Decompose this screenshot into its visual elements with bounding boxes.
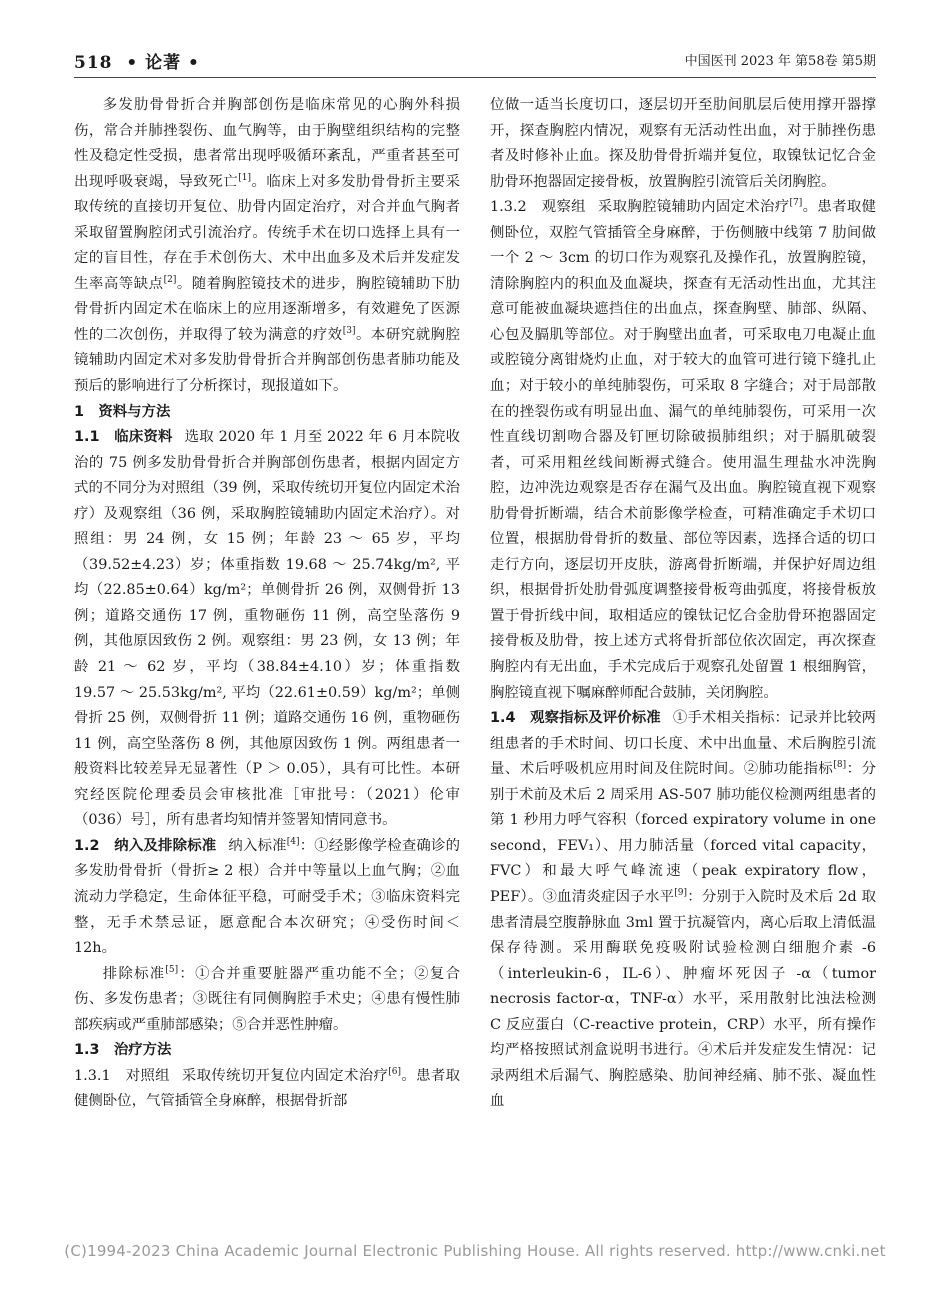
header-divider	[74, 77, 876, 78]
paragraph-1-3-2: 1.3.2 观察组 采取胸腔镜辅助内固定术治疗[7]。患者取健侧卧位，双腔气管插管全身麻醉，于伤侧腋中线第 7 肋间做一个 2 ～ 3cm 的切口作为观察孔及操作孔，放置胸腔镜，清除胸腔内的积血及血凝块，探查有无活动性出血，尤其注意可能被血凝块遮挡住的出血点，探查胸壁、肺部、纵隔、心包及膈肌等部位。对于胸壁出血者，可采取电刀电凝止血或腔镜分离钳烧灼止血，对于较大的血管可进行镜下缝扎止血；对于较小的单纯肺裂伤，可采取 8 字缝合；对于局部散在的挫裂伤或有明显出血、漏气的单纯肺裂伤，可采用一次性直线切割吻合器及钉匣切除破损肺组织；对于膈肌破裂者，可采用粗丝线间断褥式缝合。使用温生理盐水冲洗胸腔，边冲洗边观察是否存在漏气及出血。胸腔镜直视下观察肋骨骨折断端，结合术前影像学检查，可精准确定手术切口位置，根据肋骨骨折的数量、部位等因素，选择合适的切口走行方向，逐层切开皮肤，游离骨折断端，并保护好周边组织，根据骨折处肋骨弧度调整接骨板弯曲弧度，将接骨板放置于骨折线中间，取相适应的镍钛记忆合金肋骨环抱器固定接骨板及肋骨，按上述方式将骨折部位依次固定，再次探查胸腔内有无出血，手术完成后于观察孔处留置 1 根细胸管，胸腔镜直视下嘱麻醉师配合鼓肺，关闭胸腔。	[490, 198, 876, 701]
citation: [9]	[674, 888, 687, 899]
heading-1-2: 1.2 纳入及排除标准	[74, 837, 217, 854]
citation: [1]	[238, 172, 251, 183]
paragraph-1-2: 1.2 纳入及排除标准 纳入标准[4]：①经影像学检查确诊的多发肋骨骨折（骨折≥ 2 根）合并中等量以上血气胸；②血流动力学稳定，生命体征平稳，可耐受手术；③临床资料完整，无手术禁忌证，愿意配合本次研究；④受伤时间＜ 12h。	[74, 837, 460, 957]
citation: [2]	[163, 275, 177, 286]
left-column	[74, 93, 460, 1115]
paragraph-1-3-1: 1.3.1 对照组 采取传统切开复位内固定术治疗[6]。患者取健侧卧位，气管插管全身麻醉，根据骨折部	[74, 1066, 460, 1110]
paragraph-continued: 位做一适当长度切口，逐层切开至肋间肌层后使用撑开器撑开，探查胸腔内情况，观察有无活动性出血，对于肺挫伤患者及时修补止血。探及肋骨骨折端并复位，取镍钛记忆合金肋骨环抱器固定接骨板，放置胸腔引流管后关闭胸腔。	[490, 97, 876, 190]
intro-paragraph: 多发肋骨骨折合并胸部创伤是临床常见的心胸外科损伤，常合并肺挫裂伤、血气胸等，由于胸壁组织结构的完整性及稳定性受损，患者常出现呼吸循环紊乱，严重者甚至可出现呼吸衰竭，导致死亡[1]。临床上对多发肋骨骨折主要采取传统的直接切开复位、肋骨内固定治疗，对合并血气胸者采取留置胸腔闭式引流治疗。传统手术在切口选择上具有一定的盲目性，存在手术创伤大、术中出血多及术后并发症发生率高等缺点[2]。随着胸腔镜技术的进步，胸腔镜辅助下肋骨骨折内固定术在临床上的应用逐渐增多，有效避免了医源性的二次创伤，并取得了较为满意的疗效[3]。本研究就胸腔镜辅助内固定术对多发肋骨骨折合并胸部创伤患者肺功能及预后的影响进行了分析探讨，现报道如下。	[74, 97, 460, 395]
copyright-footer: (C)1994-2023 China Academic Journal Electronic Publishing House. All rights reserved. http://www.cnki.net	[64, 1242, 886, 1260]
heading-1-3-1: 1.3.1 对照组	[74, 1067, 170, 1084]
citation: [8]	[833, 760, 847, 771]
page-header-left	[74, 48, 200, 73]
page-number: 518	[74, 53, 113, 73]
heading-1-1: 1.1 临床资料	[74, 429, 173, 446]
citation: [5]	[165, 964, 179, 975]
section-heading-methods: 1 资料与方法	[74, 403, 171, 420]
paragraph-1-4: 1.4 观察指标及评价标准 ①手术相关指标：记录并比较两组患者的手术时间、切口长度、术中出血量、术后胸腔引流量、术后呼吸机应用时间及住院时间。②肺功能指标[8]：分别于术前及术后 2 周采用 AS-507 肺功能仪检测两组患者的第 1 秒用力呼气容积（forced expiratory volume in one second，FEV₁）、用力肺活量（forced vital capacity，FVC）和最大呼气峰流速（peak expiratory flow，PEF）。③血清炎症因子水平[9]：分别于入院时及术后 2d 取患者清晨空腹静脉血 3ml 置于抗凝管内，离心后取上清低温保存待测。采用酶联免疫吸附试验检测白细胞介素 -6（interleukin-6，IL-6）、肿瘤坏死因子 -α（tumor necrosis factor-α，TNF-α）水平，采用散射比浊法检测 C 反应蛋白（C-reactive protein，CRP）水平，所有操作均严格按照试剂盒说明书进行。④术后并发症发生情况：记录两组术后漏气、胸腔感染、肋间神经痛、肺不张、凝血性血	[490, 710, 876, 1110]
right-column	[490, 93, 876, 1115]
citation: [4]	[286, 837, 300, 848]
heading-1-3: 1.3 治疗方法	[74, 1042, 172, 1059]
citation: [7]	[789, 198, 803, 209]
citation: [6]	[388, 1066, 402, 1077]
paragraph-exclusion: 排除标准[5]：①合并重要脏器严重功能不全；②复合伤、多发伤患者；③既往有同侧胸腔手术史；④患有慢性肺部疾病或严重肺部感染；⑤合并恶性肿瘤。	[74, 964, 460, 1033]
heading-1-4: 1.4 观察指标及评价标准	[490, 710, 661, 727]
section-label: • 论著 •	[126, 53, 200, 73]
heading-1-3-2: 1.3.2 观察组	[490, 199, 586, 216]
paragraph-1-1: 1.1 临床资料 选取 2020 年 1 月至 2022 年 6 月本院收治的 75 例多发肋骨骨折合并胸部创伤患者，根据内固定方式的不同分为对照组（39 例，采取传统切开复位内固定术治疗）及观察组（36 例，采取胸腔镜辅助内固定术治疗）。对照组：男 24 例，女 15 例；年龄 23 ～ 65 岁，平均（39.52±4.23）岁；体重指数 19.68 ～ 25.74kg/m², 平均（22.85±0.64）kg/m²；单侧骨折 26 例，双侧骨折 13 例；道路交通伤 17 例，重物砸伤 11 例，高空坠落伤 9 例，其他原因致伤 2 例。观察组：男 23 例，女 13 例；年龄 21 ～ 62 岁，平均（38.84±4.10）岁；体重指数 19.57 ～ 25.53kg/m², 平均（22.61±0.59）kg/m²；单侧骨折 25 例，双侧骨折 11 例；道路交通伤 16 例，重物砸伤 11 例，高空坠落伤 8 例，其他原因致伤 1 例。两组患者一般资料比较差异无显著性（P ＞ 0.05），具有可比性。本研究经医院伦理委员会审核批准［审批号：（2021）伦审（036）号］，所有患者均知情并签署知情同意书。	[74, 429, 460, 829]
citation: [3]	[342, 326, 356, 337]
journal-info: 中国医刊 2023 年 第58卷 第5期	[684, 54, 876, 69]
